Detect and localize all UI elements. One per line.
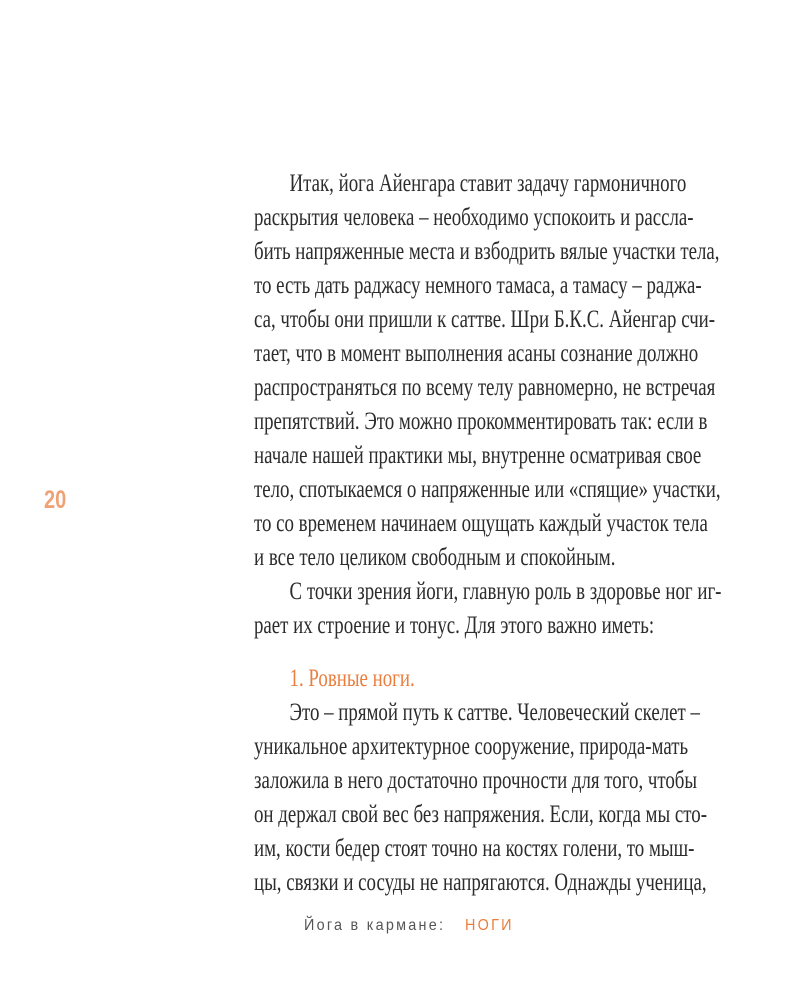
list-item-heading: 1. Ровные ноги. bbox=[289, 663, 415, 692]
paragraph-line: тело, спотыкаемся о напряженные или «спящие» участки, bbox=[254, 474, 721, 503]
footer-section-name: НОГИ bbox=[465, 917, 514, 934]
paragraph-line: им, кости бедер стоят точно на костях голени, то мыш- bbox=[254, 833, 695, 862]
paragraph-line: рает их строение и тонус. Для этого важно иметь: bbox=[254, 610, 655, 639]
paragraph-line: С точки зрения йоги, главную роль в здоровье ног иг- bbox=[289, 576, 722, 605]
paragraph-line: то со временем начинаем ощущать каждый участок тела bbox=[254, 508, 708, 537]
paragraph-line: начале нашей практики мы, внутренне осматривая свое bbox=[254, 440, 702, 469]
paragraph-line: препятствий. Это можно прокомментировать так: если в bbox=[254, 406, 708, 435]
paragraph-line: раскрытия человека – необходимо успокоить и рассла- bbox=[254, 202, 694, 231]
spacer bbox=[254, 642, 698, 661]
running-footer bbox=[304, 917, 514, 935]
paragraph-line: Итак, йога Айенгара ставит задачу гармоничного bbox=[289, 168, 687, 197]
footer-book-title: Йога в кармане: bbox=[304, 917, 446, 934]
body-text bbox=[254, 166, 722, 899]
page-number: 20 bbox=[44, 486, 67, 514]
paragraph-line: и все тело целиком свободным и спокойным. bbox=[254, 542, 616, 571]
paragraph-line: тает, что в момент выполнения асаны сознание должно bbox=[254, 338, 699, 367]
paragraph-line: уникальное архитектурное сооружение, природа-мать bbox=[254, 731, 689, 760]
paragraph-line: то есть дать раджасу немного тамаса, а тамасу – раджа- bbox=[254, 270, 702, 299]
paragraph-line: заложила в него достаточно прочности для того, чтобы bbox=[254, 765, 698, 794]
paragraph-line: распространяться по всему телу равномерно, не встречая bbox=[254, 372, 716, 401]
paragraph-line: бить напряженные места и взбодрить вялые участки тела, bbox=[254, 236, 720, 265]
paragraph-line: он держал свой вес без напряжения. Если, когда мы сто- bbox=[254, 799, 707, 828]
paragraph-line: Это – прямой путь к саттве. Человеческий скелет – bbox=[289, 697, 700, 726]
paragraph-line: цы, связки и сосуды не напрягаются. Однажды ученица, bbox=[254, 867, 707, 896]
paragraph-line: са, чтобы они пришли к саттве. Шри Б.К.С. Айенгар счи- bbox=[254, 304, 716, 333]
